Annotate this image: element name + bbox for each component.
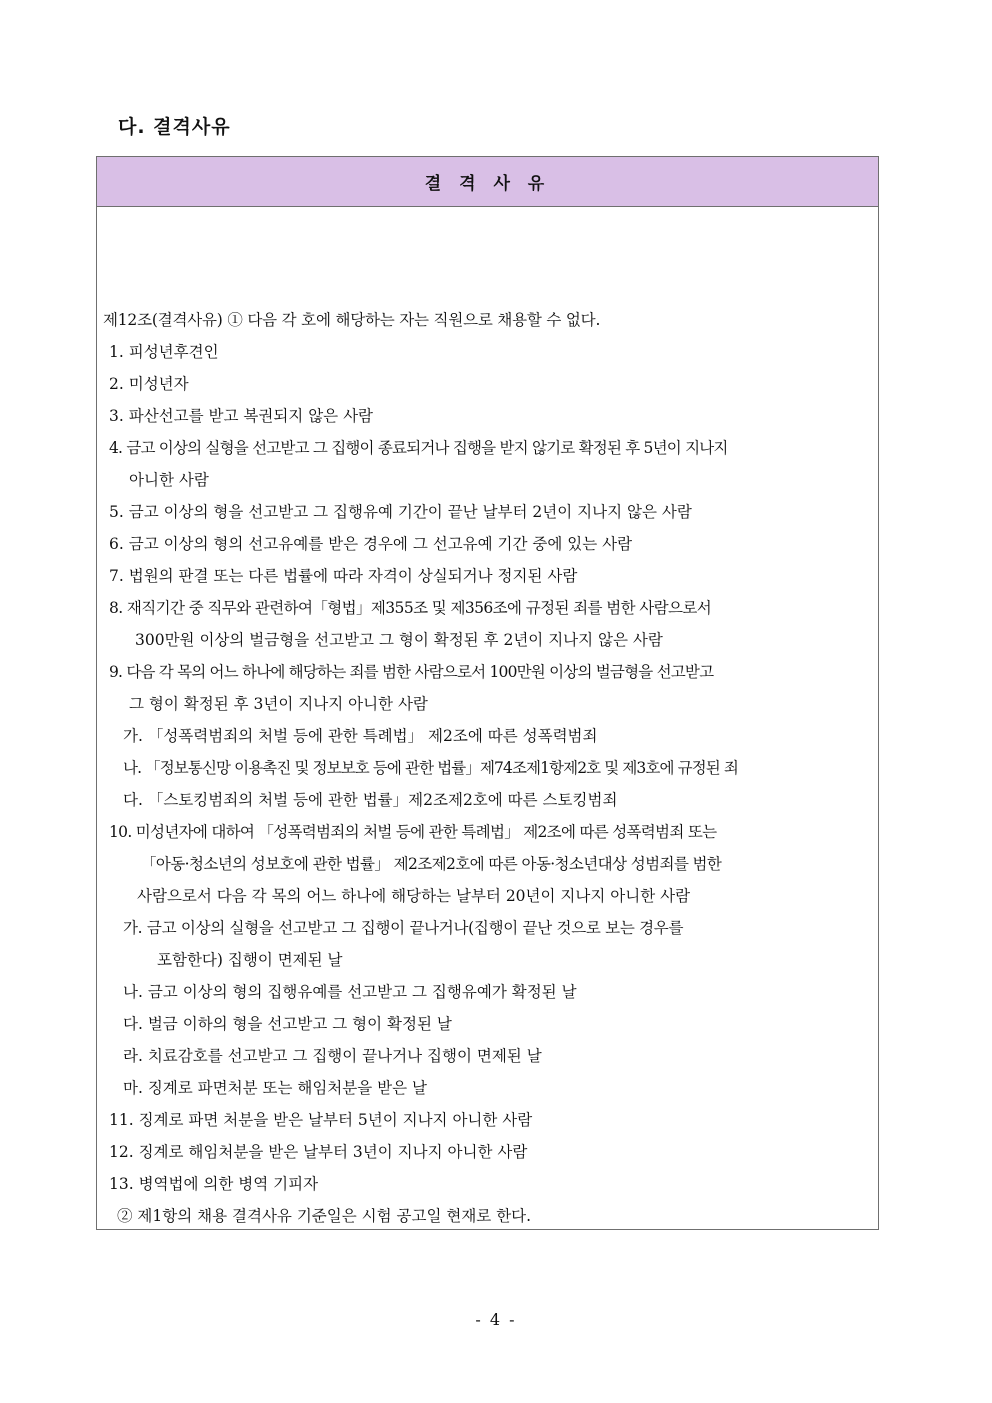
article-paragraph-2: ② 제1항의 채용 결격사유 기준일은 시험 공고일 현재로 한다. (117, 1207, 532, 1225)
sub-item: 나. 「정보통신망 이용촉진 및 정보보호 등에 관한 법률」제74조제1항제2호 및 제3호에 규정된 죄 (123, 759, 738, 777)
list-item: 3. 파산선고를 받고 복권되지 않은 사람 (109, 407, 374, 425)
list-item: 7. 법원의 판결 또는 다른 법률에 따라 자격이 상실되거나 정지된 사람 (109, 567, 578, 585)
list-item-continuation: 「아동·청소년의 성보호에 관한 법률」 제2조제2호에 따른 아동·청소년대상 성범죄를 범한 (141, 855, 722, 873)
list-item: 11. 징계로 파면 처분을 받은 날부터 5년이 지나지 아니한 사람 (109, 1111, 533, 1129)
table-header: 결 격 사 유 (97, 157, 878, 207)
list-item: 12. 징계로 해임처분을 받은 날부터 3년이 지나지 아니한 사람 (109, 1143, 528, 1161)
list-item-continuation: 사람으로서 다음 각 목의 어느 하나에 해당하는 날부터 20년이 지나지 아니한 사람 (137, 887, 691, 905)
list-item: 10. 미성년자에 대하여 「성폭력범죄의 처벌 등에 관한 특례법」 제2조에 따른 성폭력범죄 또는 (109, 823, 717, 841)
sub-item: 마. 징계로 파면처분 또는 해임처분을 받은 날 (123, 1079, 428, 1097)
sub-item: 다. 벌금 이하의 형을 선고받고 그 형이 확정된 날 (123, 1015, 452, 1033)
article-intro: 제12조(결격사유) ① 다음 각 호에 해당하는 자는 직원으로 채용할 수 없다. (103, 311, 601, 329)
list-item: 5. 금고 이상의 형을 선고받고 그 집행유예 기간이 끝난 날부터 2년이 지나지 않은 사람 (109, 503, 692, 521)
disqualification-table (96, 156, 879, 1230)
section-heading: 다. 결격사유 (118, 116, 231, 138)
list-item: 8. 재직기간 중 직무와 관련하여「형법」제355조 및 제356조에 규정된 죄를 범한 사람으로서 (109, 599, 712, 617)
sub-item-continuation: 포함한다) 집행이 면제된 날 (157, 951, 343, 969)
sub-item: 가. 금고 이상의 실형을 선고받고 그 집행이 끝나거나(집행이 끝난 것으로 보는 경우를 (123, 919, 684, 937)
list-item: 1. 피성년후견인 (109, 343, 219, 361)
list-item-continuation: 그 형이 확정된 후 3년이 지나지 아니한 사람 (129, 695, 428, 713)
sub-item: 가. 「성폭력범죄의 처벌 등에 관한 특례법」 제2조에 따른 성폭력범죄 (123, 727, 598, 745)
list-item-continuation: 300만원 이상의 벌금형을 선고받고 그 형이 확정된 후 2년이 지나지 않은 사람 (135, 631, 663, 649)
list-item: 13. 병역법에 의한 병역 기피자 (109, 1175, 319, 1193)
sub-item: 라. 치료감호를 선고받고 그 집행이 끝나거나 집행이 면제된 날 (123, 1047, 542, 1065)
list-item-continuation: 아니한 사람 (129, 471, 209, 489)
sub-item: 나. 금고 이상의 형의 집행유예를 선고받고 그 집행유예가 확정된 날 (123, 983, 577, 1001)
page-number: - 4 - (475, 1310, 517, 1329)
list-item: 2. 미성년자 (109, 375, 189, 393)
list-item: 4. 금고 이상의 실형을 선고받고 그 집행이 종료되거나 집행을 받지 않기로 확정된 후 5년이 지나지 (109, 439, 728, 457)
sub-item: 다. 「스토킹범죄의 처벌 등에 관한 법률」제2조제2호에 따른 스토킹범죄 (123, 791, 618, 809)
list-item: 6. 금고 이상의 형의 선고유예를 받은 경우에 그 선고유예 기간 중에 있는 사람 (109, 535, 633, 553)
list-item: 9. 다음 각 목의 어느 하나에 해당하는 죄를 범한 사람으로서 100만원 이상의 벌금형을 선고받고 (109, 663, 714, 681)
